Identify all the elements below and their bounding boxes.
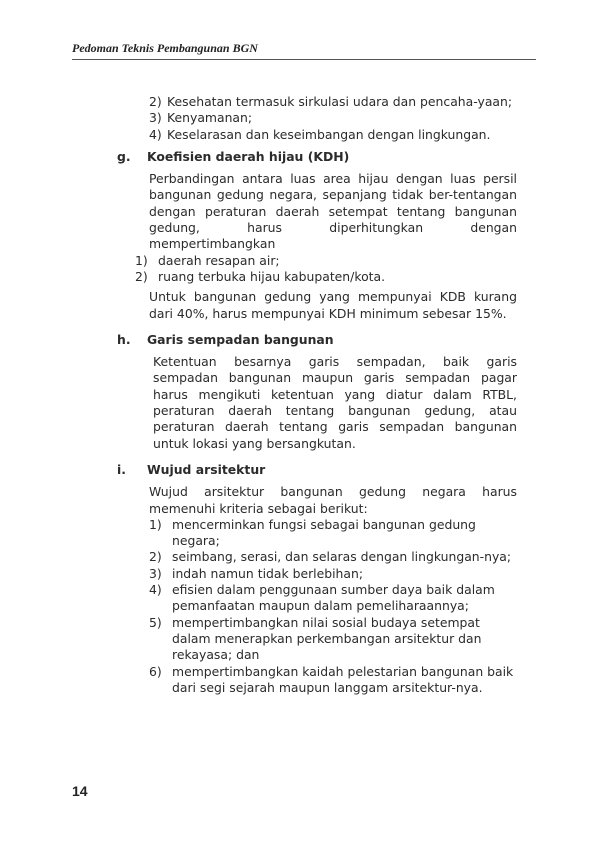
list-item-number: 1) — [135, 252, 148, 268]
section-list — [103, 253, 517, 286]
section-paragraph: Untuk bangunan gedung yang mempunyai KDB kurang dari 40%, harus mempunyai KDH minimum sebesar 15%. — [149, 289, 517, 321]
list-item-text: efisien dalam penggunaan sumber daya baik dalam pemanfaatan maupun dalam pemeliharaannya; — [172, 582, 495, 614]
section-g — [117, 149, 517, 322]
section-title: Wujud arsitektur — [147, 461, 266, 477]
list-item-text: mempertimbangkan nilai sosial budaya setempat dalam menerapkan perkembangan arsitektur dan rekayasa; dan — [172, 614, 482, 663]
list-item — [117, 615, 517, 664]
section-i — [117, 462, 517, 696]
list-item-text: seimbang, serasi, dan selaras dengan lingkungan-nya; — [172, 549, 512, 565]
page-number: 14 — [72, 783, 88, 799]
list-item-text: indah namun tidak berlebihan; — [172, 565, 364, 581]
list-item-number: 4) — [149, 126, 162, 142]
list-item — [117, 664, 517, 697]
section-letter: i. — [117, 461, 126, 477]
section-h — [117, 332, 517, 452]
top-list — [117, 94, 517, 143]
section-list — [117, 517, 517, 696]
list-item — [117, 127, 517, 143]
list-item-text: ruang terbuka hijau kabupaten/kota. — [158, 268, 386, 284]
list-item — [117, 566, 517, 582]
section-paragraph: Wujud arsitektur bangunan gedung negara harus memenuhi kriteria sebagai berikut: — [149, 484, 517, 516]
section-paragraph: Perbandingan antara luas area hijau dengan luas persil bangunan gedung negara, sepanjang tidak ber-tentangan dengan peraturan daerah setempat tentang bangunan gedung, harus diperhitungkan dengan mempertimbangkan — [149, 171, 517, 252]
section-title: Koefisien daerah hijau (KDH) — [147, 148, 350, 164]
list-item-text: Kenyamanan; — [167, 110, 253, 126]
list-item-number: 4) — [149, 582, 162, 598]
section-letter: h. — [117, 331, 131, 347]
list-item-text: mencerminkan fungsi sebagai bangunan gedung negara; — [172, 516, 476, 549]
page-content — [117, 94, 517, 696]
section-letter: g. — [117, 148, 131, 164]
list-item-number: 2) — [149, 549, 162, 565]
list-item-number: 2) — [149, 94, 162, 109]
section-title: Garis sempadan bangunan — [147, 331, 334, 347]
list-item-text: daerah resapan air; — [158, 252, 280, 268]
list-item — [103, 253, 517, 269]
list-item-number: 2) — [135, 268, 148, 284]
list-item-text: Kesehatan termasuk sirkulasi udara dan pencaha-yaan; — [167, 94, 513, 109]
section-paragraph: Ketentuan besarnya garis sempadan, baik garis sempadan bangunan maupun garis sempadan pagar harus mengikuti ketentuan yang diatur dalam RTBL, peraturan daerah tentang bangunan gedung, atau peraturan daerah tentang garis sempadan bangunan untuk lokasi yang bersangkutan. — [153, 354, 517, 451]
list-item-text: Keselarasan dan keseimbangan dengan lingkungan. — [167, 126, 491, 142]
list-item — [117, 517, 517, 550]
list-item-number: 5) — [149, 614, 162, 630]
list-item-number: 3) — [149, 110, 162, 126]
list-item-number: 3) — [149, 565, 162, 581]
list-item — [117, 582, 517, 615]
list-item — [103, 269, 517, 285]
list-item-number: 1) — [149, 516, 162, 532]
running-header: Pedoman Teknis Pembangunan BGN — [72, 41, 536, 60]
list-item-text: mempertimbangkan kaidah pelestarian bangunan baik dari segi sejarah maupun langgam arsitektur-nya. — [172, 663, 514, 695]
list-item — [117, 94, 517, 110]
list-item — [117, 549, 517, 565]
list-item — [117, 110, 517, 126]
list-item-number: 6) — [149, 663, 162, 679]
